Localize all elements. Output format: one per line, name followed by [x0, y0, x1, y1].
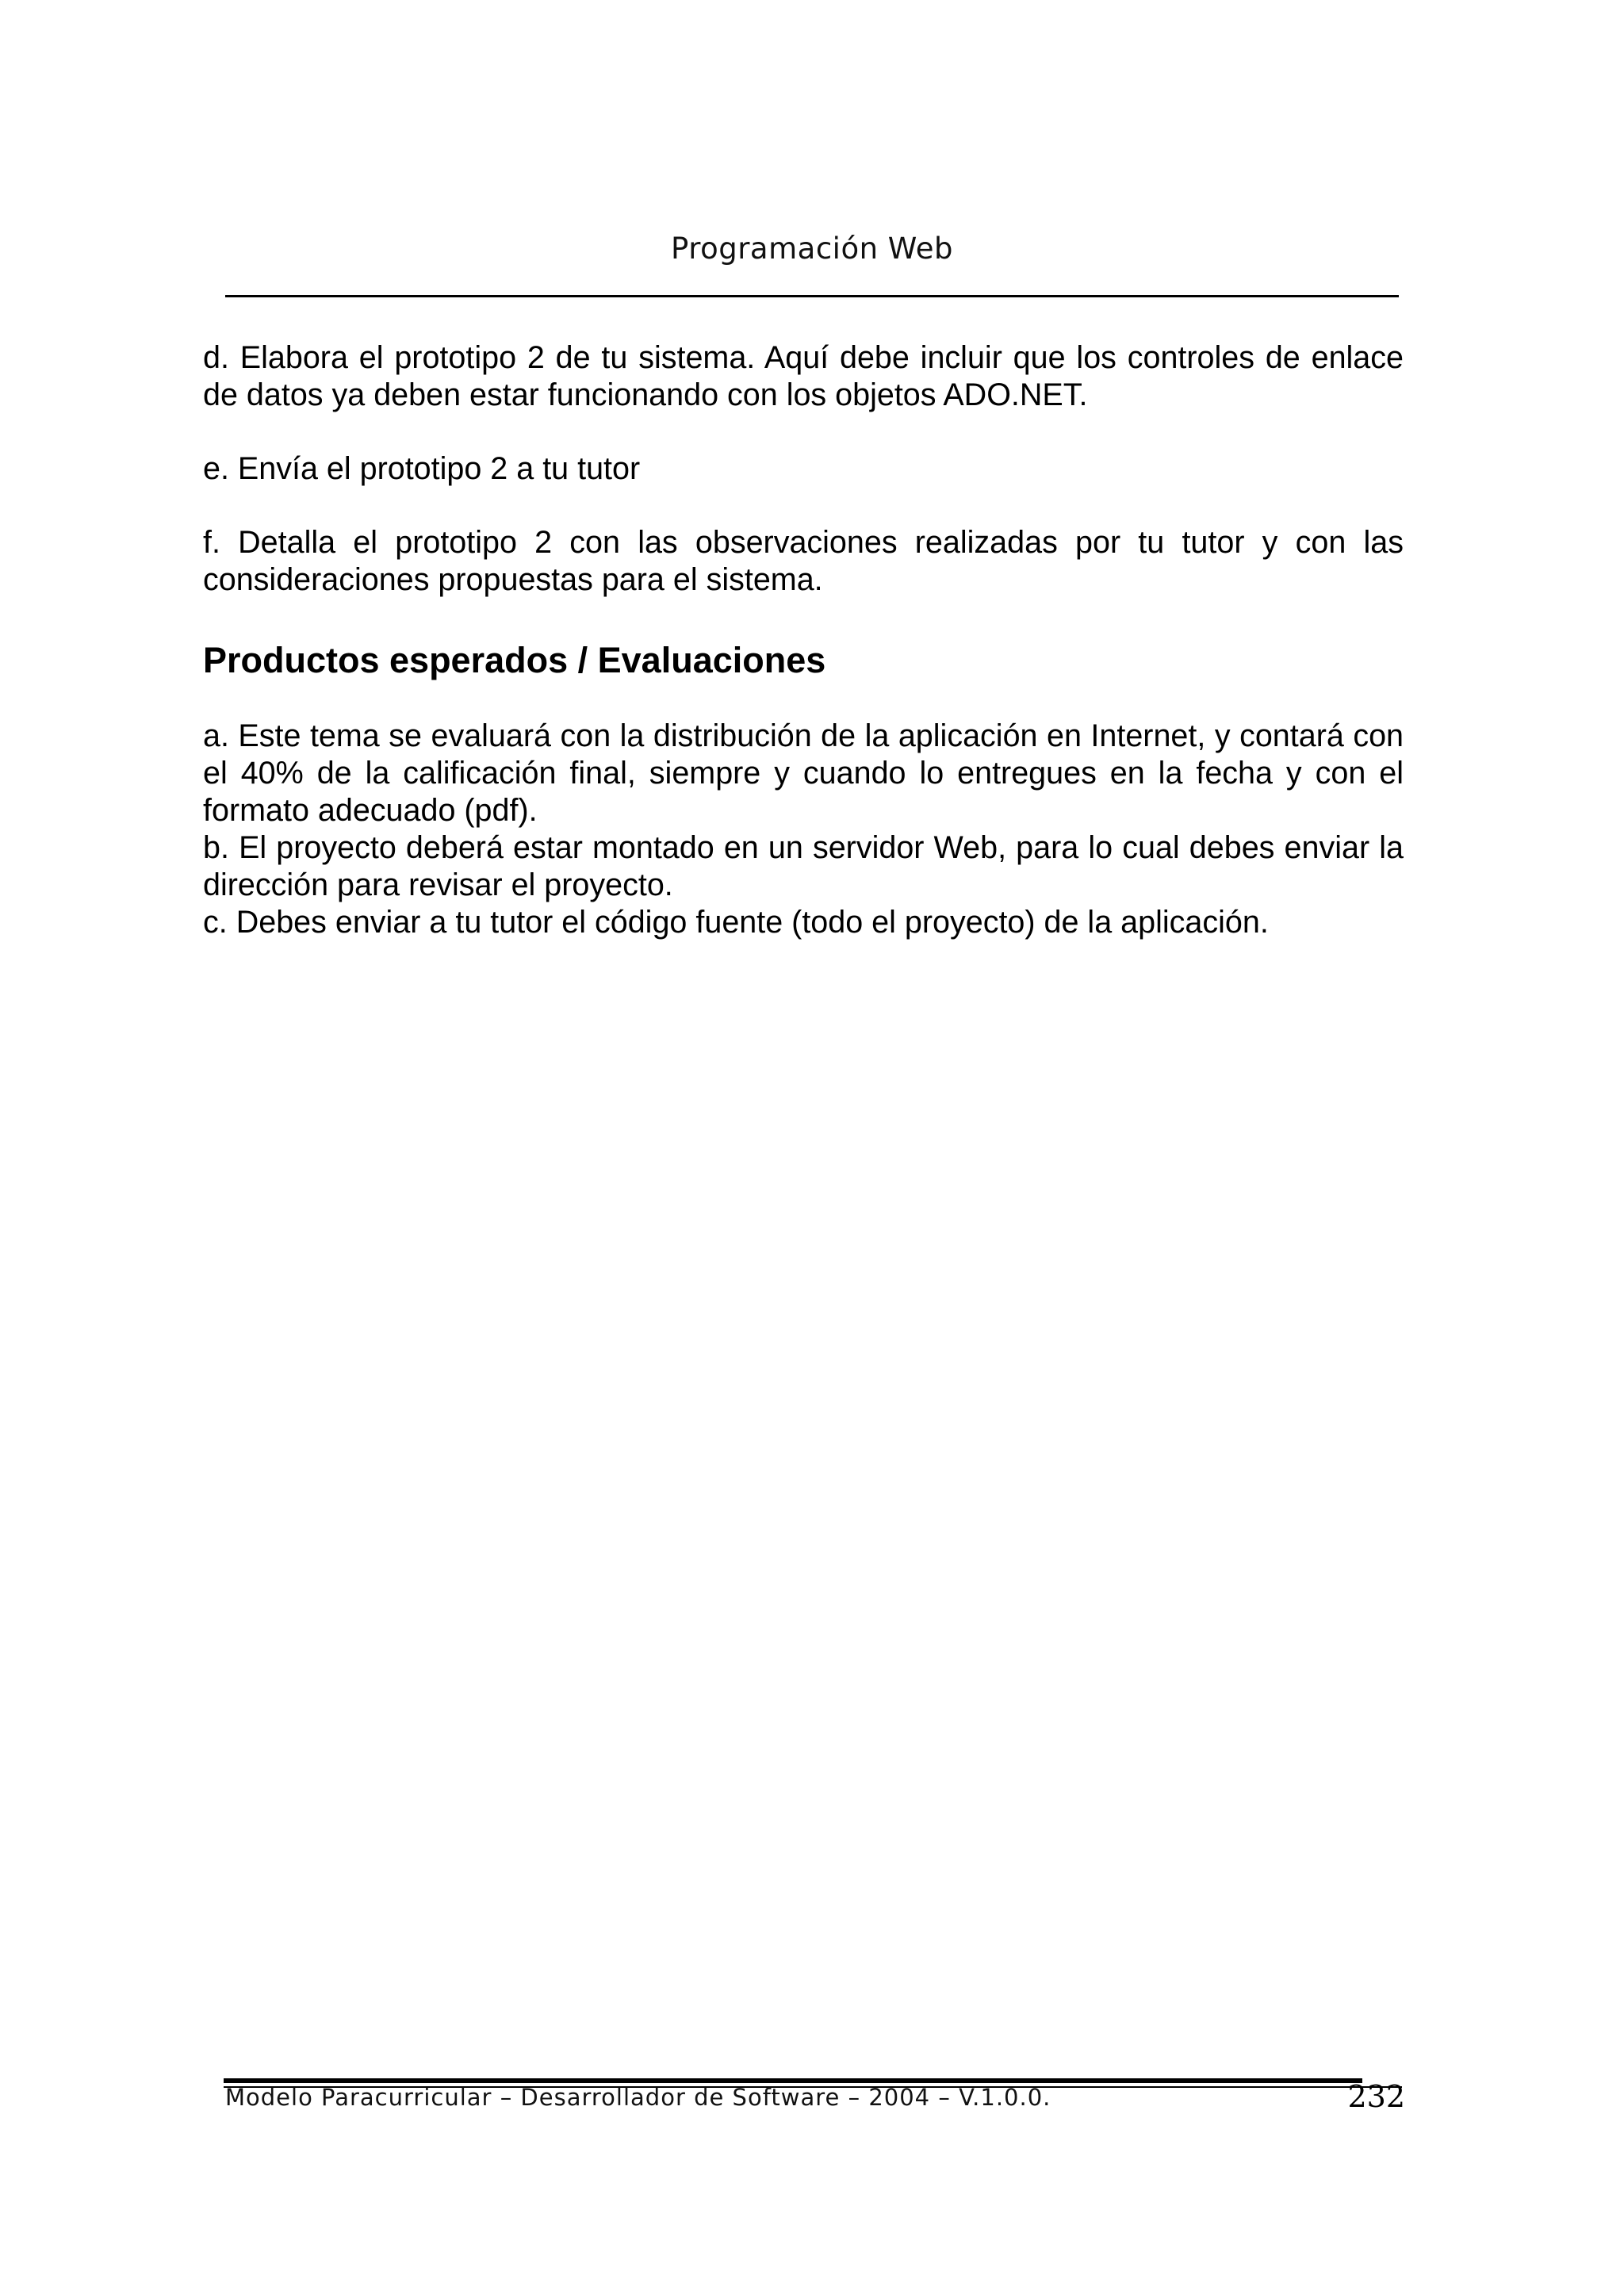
page-content — [203, 339, 1404, 941]
activity-e: e. Envía el prototipo 2 a tu tutor — [203, 451, 641, 486]
page-number: 232 — [1347, 2079, 1405, 2114]
evaluation-item-c: c. Debes enviar a tu tutor el código fuente (todo el proyecto) de la aplicación. — [203, 905, 1269, 940]
page-header-title: Programación Web — [671, 232, 953, 266]
activity-d: d. Elabora el prototipo 2 de tu sistema. Aquí debe incluir que los controles de enlace de datos ya deben estar funcionando con los objetos ADO.NET. — [203, 340, 1404, 412]
header-divider — [225, 295, 1399, 297]
section-heading: Productos esperados / Evaluaciones — [203, 640, 826, 680]
evaluation-item-a: a. Este tema se evaluará con la distribución de la aplicación en Internet, y contará con el 40% de la calificación final, siempre y cuando lo entregues en la fecha y con el formato adecuado (pdf). — [203, 718, 1404, 828]
evaluation-item-b: b. El proyecto deberá estar montado en un servidor Web, para lo cual debes enviar la dirección para revisar el proyecto. — [203, 830, 1404, 902]
footer-divider-thick — [224, 2078, 1362, 2083]
footer-text: Modelo Paracurricular – Desarrollador de Software – 2004 – V.1.0.0. — [225, 2084, 1051, 2111]
activity-f: f. Detalla el prototipo 2 con las observaciones realizadas por tu tutor y con las consideraciones propuestas para el sistema. — [203, 525, 1404, 597]
